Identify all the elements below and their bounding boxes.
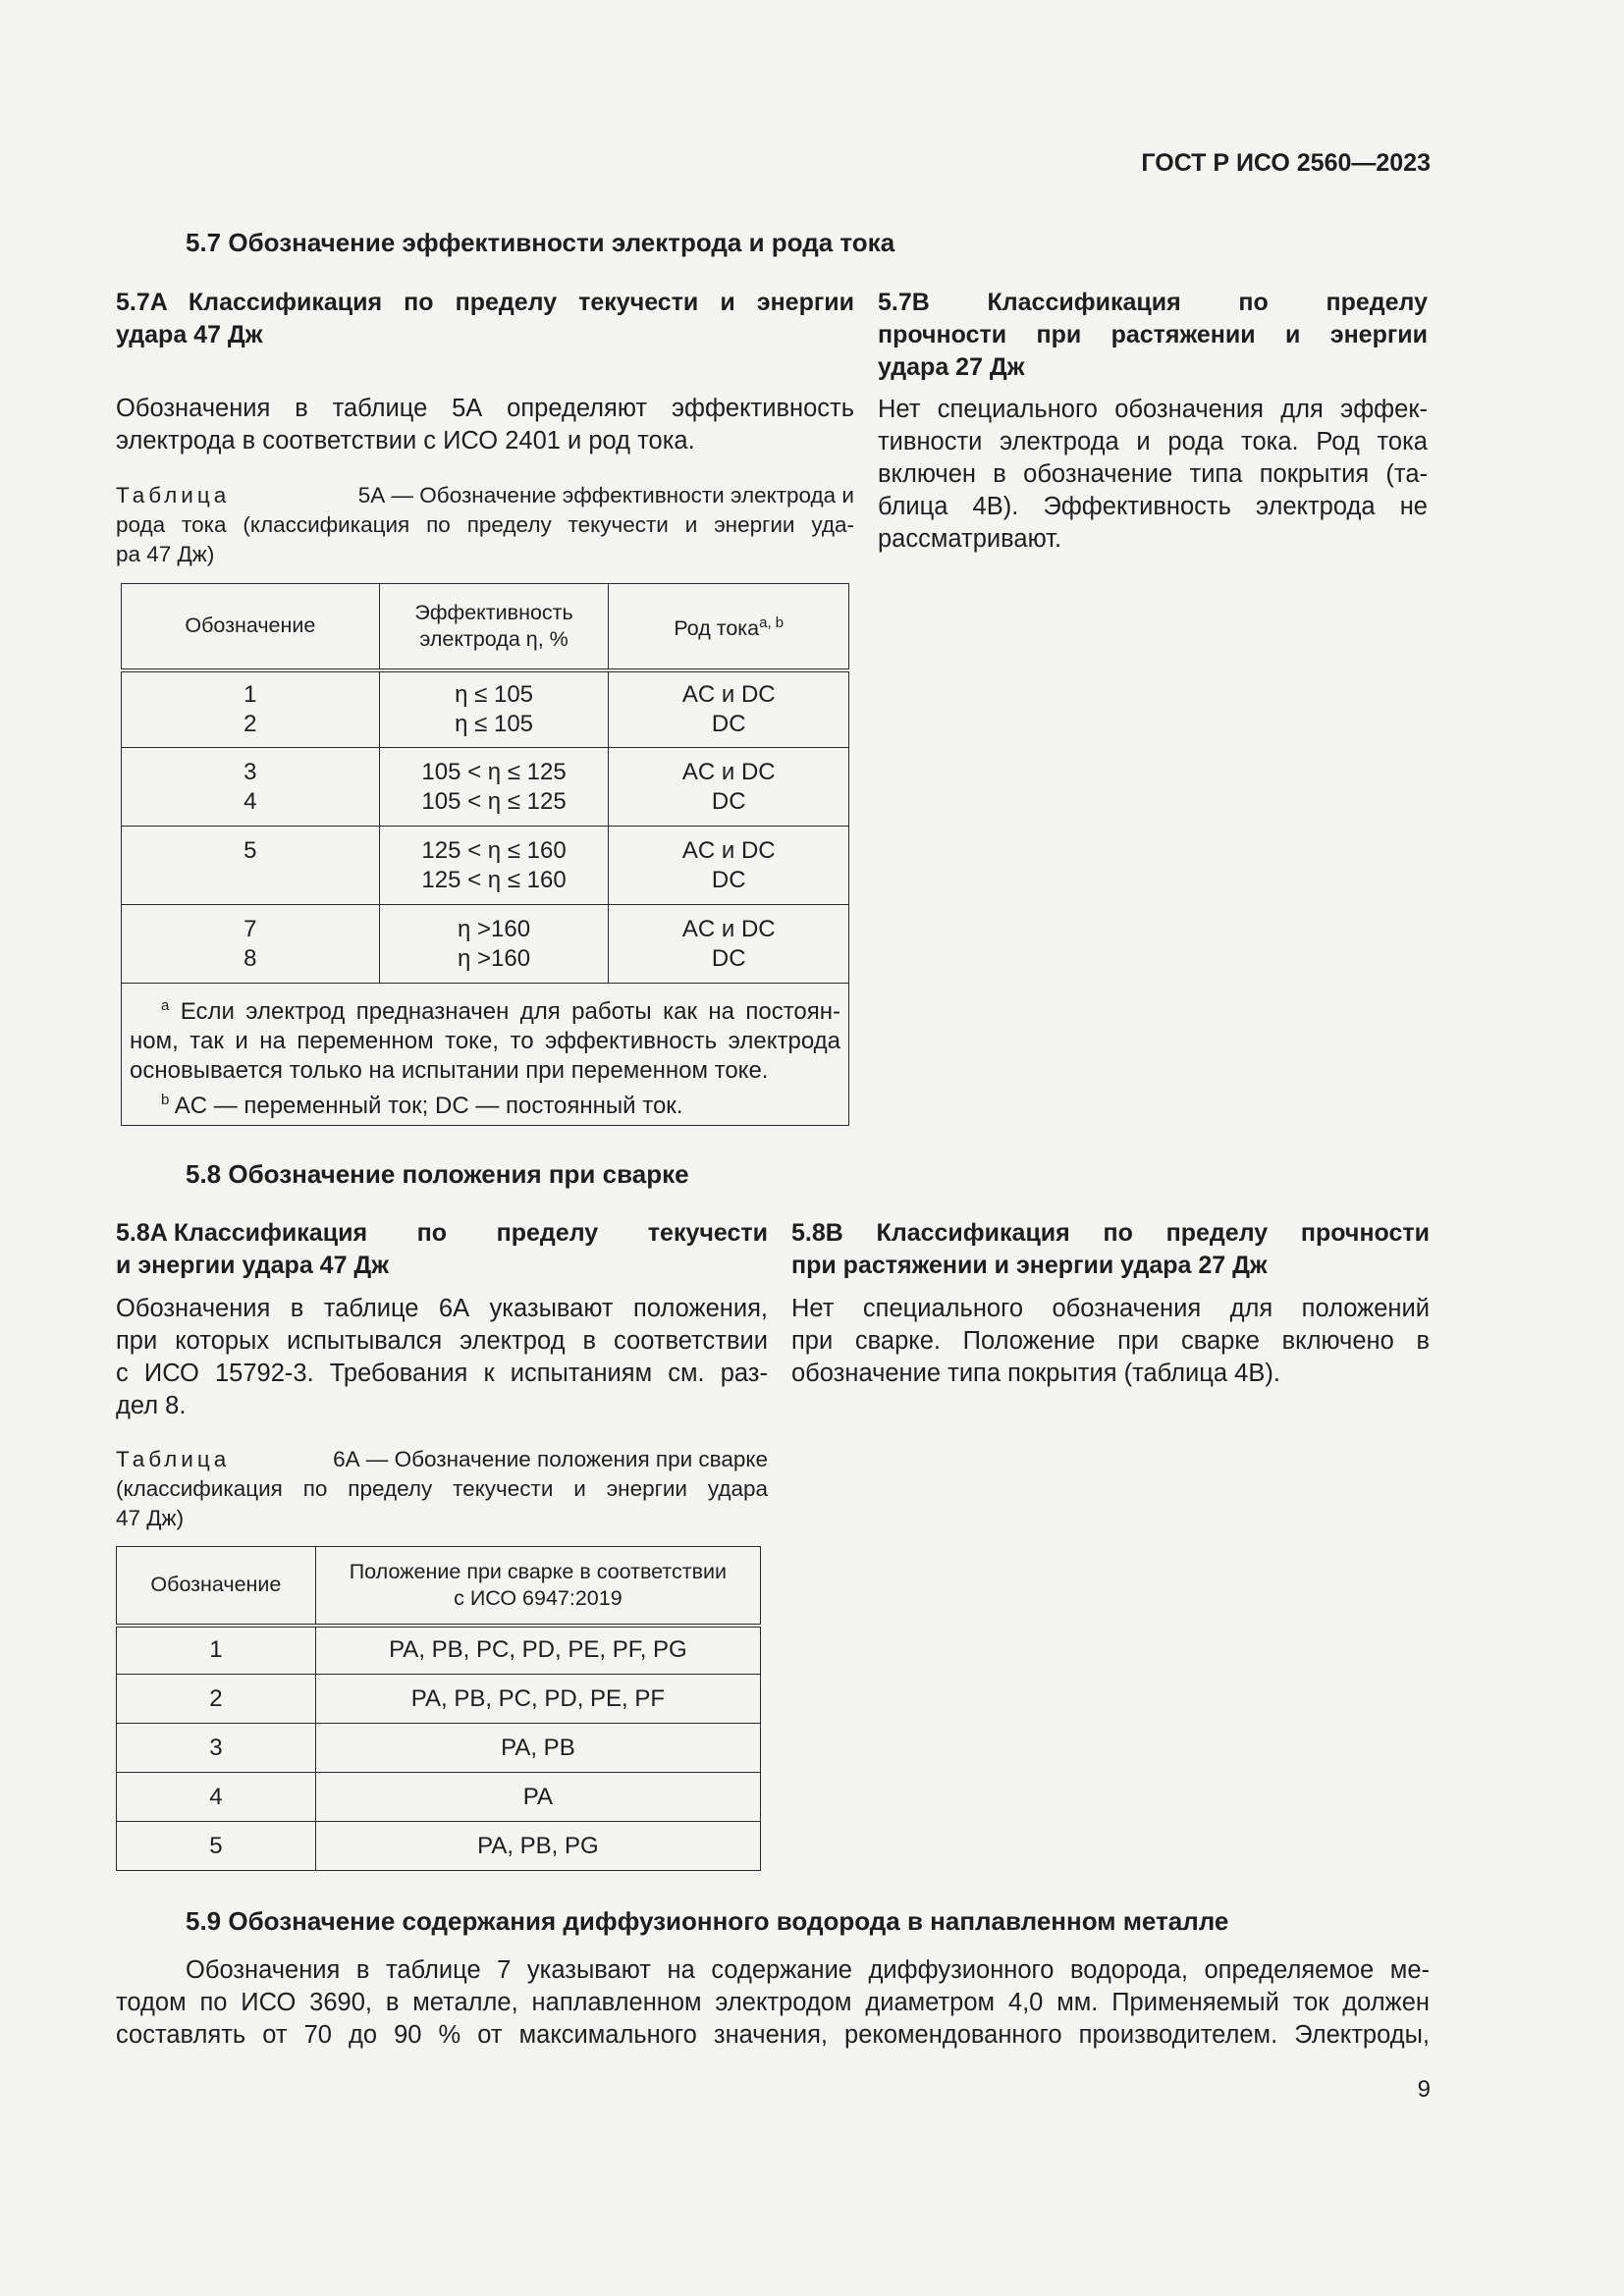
caption-line: ра 47 Дж)	[116, 542, 215, 566]
title-word: текучести	[647, 1219, 768, 1247]
paragraph-line: рассматривают.	[878, 525, 1062, 553]
footnote-a-line1	[130, 991, 840, 1027]
footnote-text: AC — переменный ток; DC — постоянный ток.	[174, 1093, 683, 1119]
title-word: Классификация	[987, 289, 1181, 316]
section-5-8b-title-line2: при растяжении и энергии удара 27 Дж	[791, 1252, 1268, 1279]
position-cell: PA, PB, PC, PD, PE, PF	[315, 1675, 760, 1724]
designation-cell: 5	[117, 1822, 316, 1871]
footnote-a-mark: a	[161, 997, 170, 1014]
efficiency-cell	[379, 670, 609, 748]
section-5-7b	[878, 287, 1428, 384]
header-efficiency-line1: Эффективность	[414, 600, 573, 624]
section-5-7a-title-line2: удара 47 Дж	[116, 321, 263, 348]
header-designation: Обозначение	[117, 1547, 316, 1626]
cell-line: AC и DC	[681, 680, 776, 708]
caption-text: 6А — Обозначение положения при сварке	[333, 1447, 768, 1471]
table-row	[117, 1626, 761, 1675]
paragraph-line: при которых испытывался электрод в соответствии	[116, 1327, 768, 1355]
cell-line: DC	[711, 944, 746, 972]
designation-cell	[122, 748, 380, 827]
cell-line: AC и DC	[681, 915, 776, 942]
cell-line: DC	[711, 866, 746, 893]
section-5-8b-title-line1: 5.8B Классификация по пределу прочности	[791, 1219, 1430, 1247]
footnote-a-line2: ном, так и на переменном токе, то эффективность электрода	[130, 1028, 840, 1054]
cell-line: 4	[244, 787, 257, 815]
cell-line: η ≤ 105	[455, 680, 534, 708]
header-current-type	[609, 584, 849, 670]
title-word: 5.8A Классификация	[116, 1219, 368, 1247]
paragraph-line: дел 8.	[116, 1392, 187, 1419]
designation-cell	[122, 905, 380, 984]
caption-label: Таблица	[116, 483, 231, 507]
table-row	[122, 905, 849, 984]
paragraph-line: включен в обозначение типа покрытия (та-	[878, 460, 1428, 488]
current-cell	[609, 748, 849, 827]
section-5-8-title: 5.8 Обозначение положения при сварке	[186, 1159, 689, 1189]
cell-line	[122, 866, 379, 895]
efficiency-cell	[379, 748, 609, 827]
paragraph-line: Обозначения в таблице 6А указывают положения,	[116, 1295, 768, 1322]
cell-line: η ≤ 105	[455, 710, 534, 737]
table-5a-caption	[116, 481, 854, 569]
paragraph-line: составлять от 70 до 90 % от максимального значения, рекомендованного производителем. Электроды,	[116, 2021, 1430, 2049]
page-number: 9	[1417, 2076, 1431, 2103]
footnote-b-mark: b	[161, 1092, 170, 1108]
position-cell: PA, PB	[315, 1724, 760, 1773]
designation-cell: 3	[117, 1724, 316, 1773]
designation-cell: 1	[117, 1626, 316, 1675]
current-cell	[609, 827, 849, 905]
paragraph-line: обозначение типа покрытия (таблица 4В).	[791, 1360, 1280, 1387]
paragraph-line: при сварке. Положение при сварке включено в	[791, 1327, 1430, 1355]
section-5-7b-number: 5.7B	[878, 289, 930, 316]
cell-line: 7	[244, 915, 257, 942]
cell-line: AC и DC	[681, 758, 776, 785]
header-position-line1: Положение при сварке в соответствии	[349, 1559, 728, 1583]
table-row	[117, 1675, 761, 1724]
document-code: ГОСТ Р ИСО 2560—2023	[1141, 149, 1431, 177]
paragraph-line: Обозначения в таблице 5А определяют эффективность	[116, 395, 854, 422]
paragraph-line: с ИСО 15792-3. Требования к испытаниям см. раз-	[116, 1360, 768, 1387]
cell-line: 3	[244, 758, 257, 785]
header-position-line2: с ИСО 6947:2019	[454, 1585, 623, 1610]
title-word: пределу	[496, 1219, 599, 1247]
paragraph-line: электрода в соответствии с ИСО 2401 и род тока.	[116, 427, 695, 454]
designation-cell	[122, 670, 380, 748]
position-cell: PA, PB, PG	[315, 1822, 760, 1871]
efficiency-cell	[379, 827, 609, 905]
section-5-9-title: 5.9 Обозначение содержания диффузионного водорода в наплавленном металле	[186, 1906, 1229, 1936]
cell-line: 2	[244, 710, 257, 737]
table-row	[122, 748, 849, 827]
cell-line: η >160	[458, 944, 531, 972]
section-5-9-paragraph	[116, 1954, 1430, 2052]
caption-text: 5А — Обозначение эффективности электрода и	[357, 483, 854, 507]
position-cell: PA, PB, PC, PD, PE, PF, PG	[315, 1626, 760, 1675]
table-row	[117, 1773, 761, 1822]
table-row	[117, 1822, 761, 1871]
table-footnotes	[122, 984, 849, 1126]
section-5-7-title: 5.7 Обозначение эффективности электрода и рода тока	[186, 228, 895, 257]
cell-line: DC	[711, 710, 746, 737]
paragraph-line: блица 4В). Эффективность электрода не	[878, 493, 1428, 520]
section-5-7a	[116, 287, 854, 351]
table-6a	[116, 1546, 761, 1871]
section-5-7a-paragraph	[116, 393, 854, 457]
header-designation: Обозначение	[122, 584, 380, 670]
cell-line: 125 < η ≤ 160	[421, 866, 567, 893]
section-5-8b	[791, 1217, 1430, 1282]
paragraph-line: Нет специального обозначения для эффек-	[878, 396, 1428, 423]
footnote-text: Если электрод предназначен для работы как на постоян-	[180, 998, 841, 1025]
cell-line: 1	[244, 680, 257, 708]
caption-line: (классификация по пределу текучести и энергии удара	[116, 1476, 768, 1501]
current-cell	[609, 670, 849, 748]
caption-line: рода тока (классификация по пределу текучести и энергии уда-	[116, 512, 854, 537]
efficiency-cell	[379, 905, 609, 984]
section-5-8a-paragraph	[116, 1293, 768, 1422]
table-6a-caption	[116, 1445, 768, 1533]
paragraph-line: тодом по ИСО 3690, в металле, наплавленном электродом диаметром 4,0 мм. Применяемый ток должен	[116, 1989, 1430, 2016]
paragraph-line: Нет специального обозначения для положений	[791, 1295, 1430, 1322]
section-5-7a-title-line1: 5.7A Классификация по пределу текучести и энергии	[116, 289, 854, 316]
section-5-8a	[116, 1217, 768, 1282]
cell-line: 125 < η ≤ 160	[421, 836, 567, 864]
title-word: по	[1238, 289, 1269, 316]
cell-line: η >160	[458, 915, 531, 942]
table-row	[117, 1724, 761, 1773]
paragraph-line: тивности электрода и рода тока. Род тока	[878, 428, 1428, 455]
table-row	[122, 670, 849, 748]
cell-line: AC и DC	[681, 836, 776, 864]
cell-line: 105 < η ≤ 125	[421, 758, 567, 785]
section-5-7b-title-line3: удара 27 Дж	[878, 353, 1025, 381]
footnote-a-line3: основывается только на испытании при переменном токе.	[130, 1057, 769, 1084]
designation-cell	[122, 827, 380, 905]
header-current-footnote-marks: a, b	[759, 614, 785, 632]
title-word: по	[416, 1219, 448, 1247]
paragraph-line: Обозначения в таблице 7 указывают на содержание диффузионного водорода, определяемое ме-	[186, 1956, 1430, 1984]
current-cell	[609, 905, 849, 984]
cell-line: 5	[244, 836, 257, 864]
table-footnote-row	[122, 984, 849, 1126]
header-current-label: Род тока	[674, 616, 760, 641]
table-5a	[121, 583, 849, 1126]
caption-line: 47 Дж)	[116, 1506, 185, 1530]
designation-cell: 2	[117, 1675, 316, 1724]
section-5-8a-title-line2: и энергии удара 47 Дж	[116, 1252, 389, 1279]
section-5-7b-title-line2: прочности при растяжении и энергии	[878, 321, 1428, 348]
position-cell: PA	[315, 1773, 760, 1822]
footnote-b	[130, 1086, 840, 1121]
cell-line: DC	[711, 787, 746, 815]
cell-line: 105 < η ≤ 125	[421, 787, 567, 815]
caption-label: Таблица	[116, 1447, 231, 1471]
section-5-7b-paragraph	[878, 394, 1428, 556]
table-row	[122, 827, 849, 905]
table-header-row	[122, 584, 849, 670]
header-position	[315, 1547, 760, 1626]
table-header-row	[117, 1547, 761, 1626]
section-5-8b-paragraph	[791, 1293, 1430, 1390]
header-efficiency	[379, 584, 609, 670]
designation-cell: 4	[117, 1773, 316, 1822]
title-word: пределу	[1326, 289, 1428, 316]
header-efficiency-line2: электрода η, %	[419, 626, 568, 651]
cell-line: 8	[244, 944, 257, 972]
